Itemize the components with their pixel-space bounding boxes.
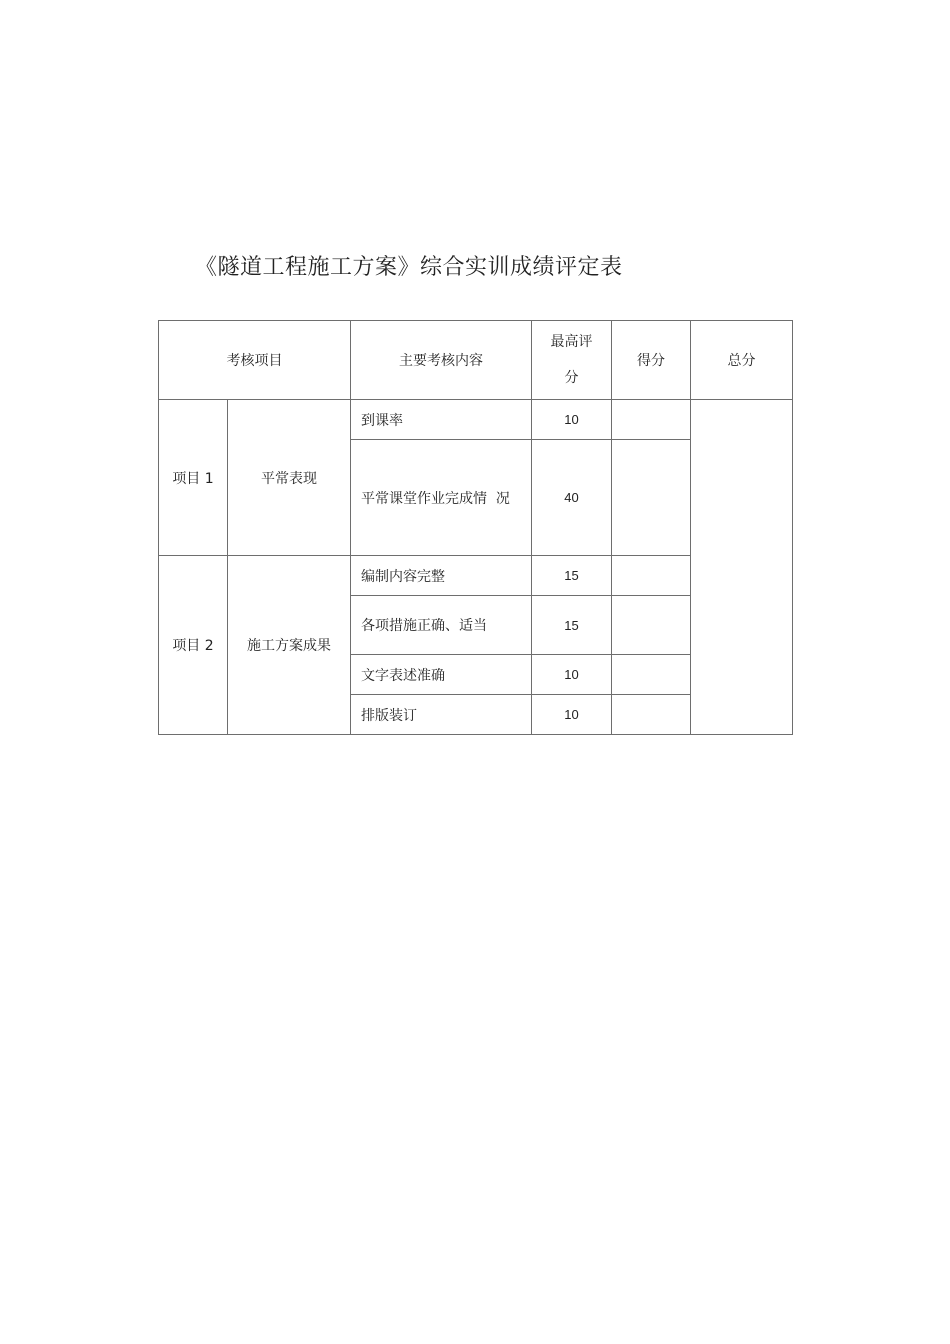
header-total: 总分 (691, 321, 793, 400)
max-score-cell: 15 (532, 596, 612, 655)
group-label: 项目 2 (159, 556, 228, 735)
group-name: 施工方案成果 (228, 556, 351, 735)
max-score-cell: 40 (532, 440, 612, 556)
group-name: 平常表现 (228, 400, 351, 556)
content-cell: 编制内容完整 (351, 556, 532, 596)
score-cell[interactable] (612, 400, 691, 440)
content-cell: 文字表述准确 (351, 655, 532, 695)
table-row (159, 400, 793, 440)
header-max-line1: 最高评 (550, 334, 593, 350)
header-item: 考核项目 (159, 321, 351, 400)
table-header-row (159, 321, 793, 400)
score-cell[interactable] (612, 440, 691, 556)
content-cell: 到课率 (351, 400, 532, 440)
score-cell[interactable] (612, 596, 691, 655)
score-cell[interactable] (612, 556, 691, 596)
total-cell[interactable] (691, 400, 793, 735)
header-content: 主要考核内容 (351, 321, 532, 400)
header-score: 得分 (612, 321, 691, 400)
max-score-cell: 10 (532, 655, 612, 695)
document-title: 《隧道工程施工方案》综合实训成绩评定表 (195, 255, 623, 280)
content-cell: 平常课堂作业完成情 况 (351, 440, 532, 556)
score-cell[interactable] (612, 655, 691, 695)
max-score-cell: 15 (532, 556, 612, 596)
max-score-cell: 10 (532, 695, 612, 735)
max-score-cell: 10 (532, 400, 612, 440)
header-max-line2: 分 (564, 370, 579, 386)
group-label: 项目 1 (159, 400, 228, 556)
content-cell: 排版装订 (351, 695, 532, 735)
header-max-score (532, 321, 612, 400)
score-evaluation-table (158, 320, 793, 735)
score-cell[interactable] (612, 695, 691, 735)
content-cell: 各项措施正确、适当 (351, 596, 532, 655)
